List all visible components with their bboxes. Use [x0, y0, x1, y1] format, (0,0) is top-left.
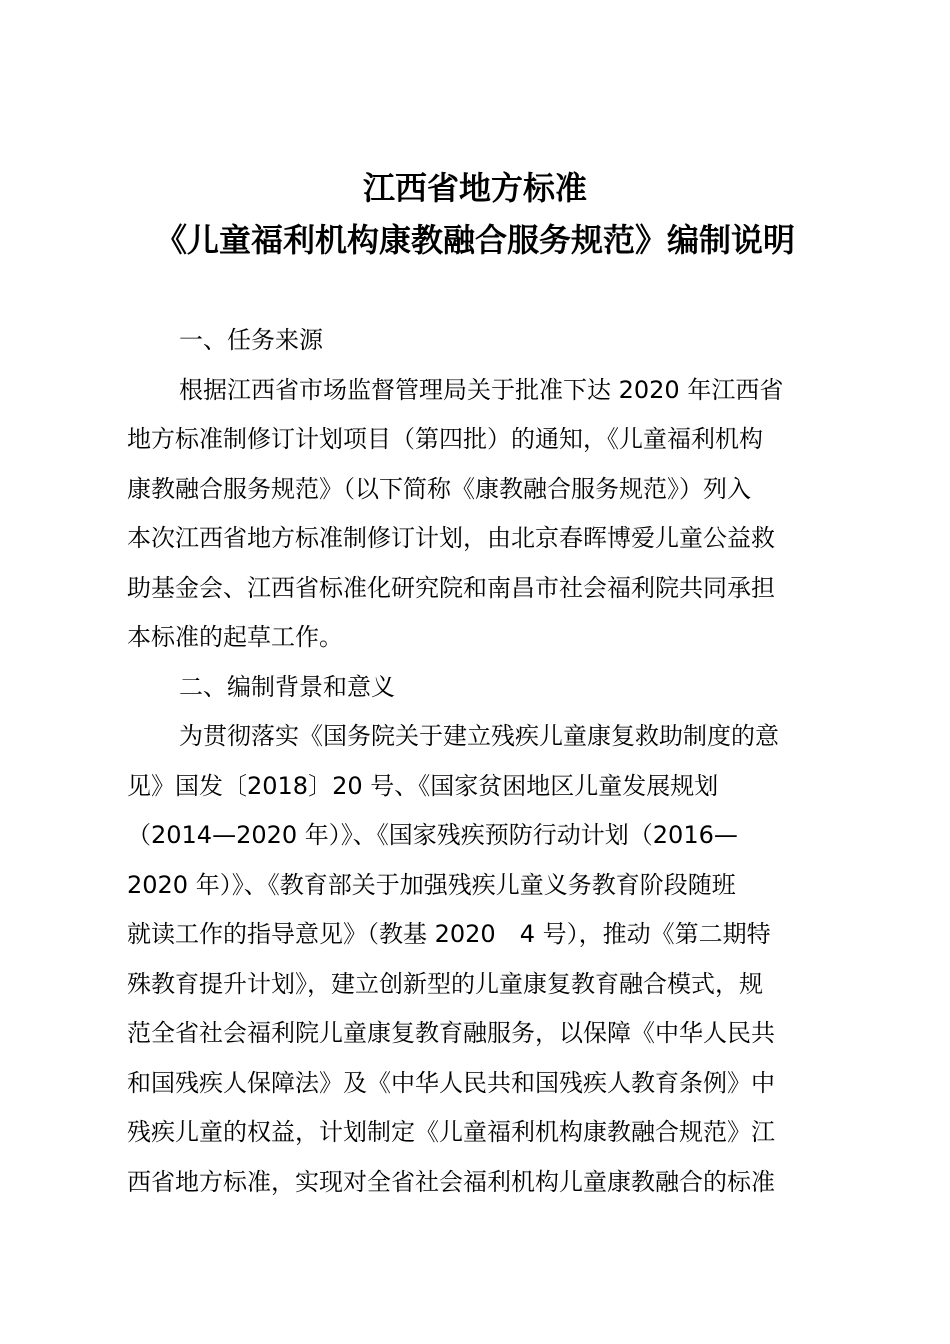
section-heading-background: 二、编制背景和意义	[179, 672, 395, 701]
paragraph-line: 助基金会、江西省标准化研究院和南昌市社会福利院共同承担	[127, 573, 775, 602]
paragraph-line: 殊教育提升计划》，建立创新型的儿童康复教育融合模式，规	[127, 969, 763, 998]
paragraph-line: 见》国发〔2018〕20 号、《国家贫困地区儿童发展规划	[127, 771, 719, 800]
paragraph-line: 为贯彻落实《国务院关于建立残疾儿童康复救助制度的意	[179, 722, 779, 750]
section-heading-task-source: 一、任务来源	[179, 326, 323, 354]
paragraph-line: 根据江西省市场监督管理局关于批准下达 2020 年江西省	[179, 375, 784, 404]
paragraph-line: 康教融合服务规范》（以下简称《康教融合服务规范》）列入	[127, 474, 751, 503]
paragraph-line: 就读工作的指导意见》（教基 2020 4 号），推动《第二期特	[127, 920, 771, 948]
paragraph-line: 本标准的起草工作。	[127, 623, 343, 651]
document-body	[127, 316, 827, 1207]
paragraph-line: 地方标准制修订计划项目（第四批）的通知，《儿童福利机构	[127, 425, 763, 453]
document-title: 江西省地方标准	[362, 169, 587, 207]
paragraph-line: 2020 年）》、《教育部关于加强残疾儿童义务教育阶段随班	[127, 870, 736, 899]
paragraph-line: （2014—2020 年）》、《国家残疾预防行动计划（2016—	[127, 821, 738, 849]
paragraph-line: 残疾儿童的权益，计划制定《儿童福利机构康教融合规范》江	[127, 1118, 775, 1146]
paragraph-line: 和国残疾人保障法》及《中华人民共和国残疾人教育条例》中	[127, 1068, 775, 1097]
paragraph-line: 范全省社会福利院儿童康复教育融服务，以保障《中华人民共	[127, 1019, 775, 1047]
paragraph-line: 西省地方标准，实现对全省社会福利机构儿童康教融合的标准	[127, 1167, 775, 1196]
paragraph-line: 本次江西省地方标准制修订计划，由北京春晖博爱儿童公益救	[127, 524, 775, 552]
document-subtitle: 《儿童福利机构康教融合服务规范》编制说明	[154, 221, 795, 259]
